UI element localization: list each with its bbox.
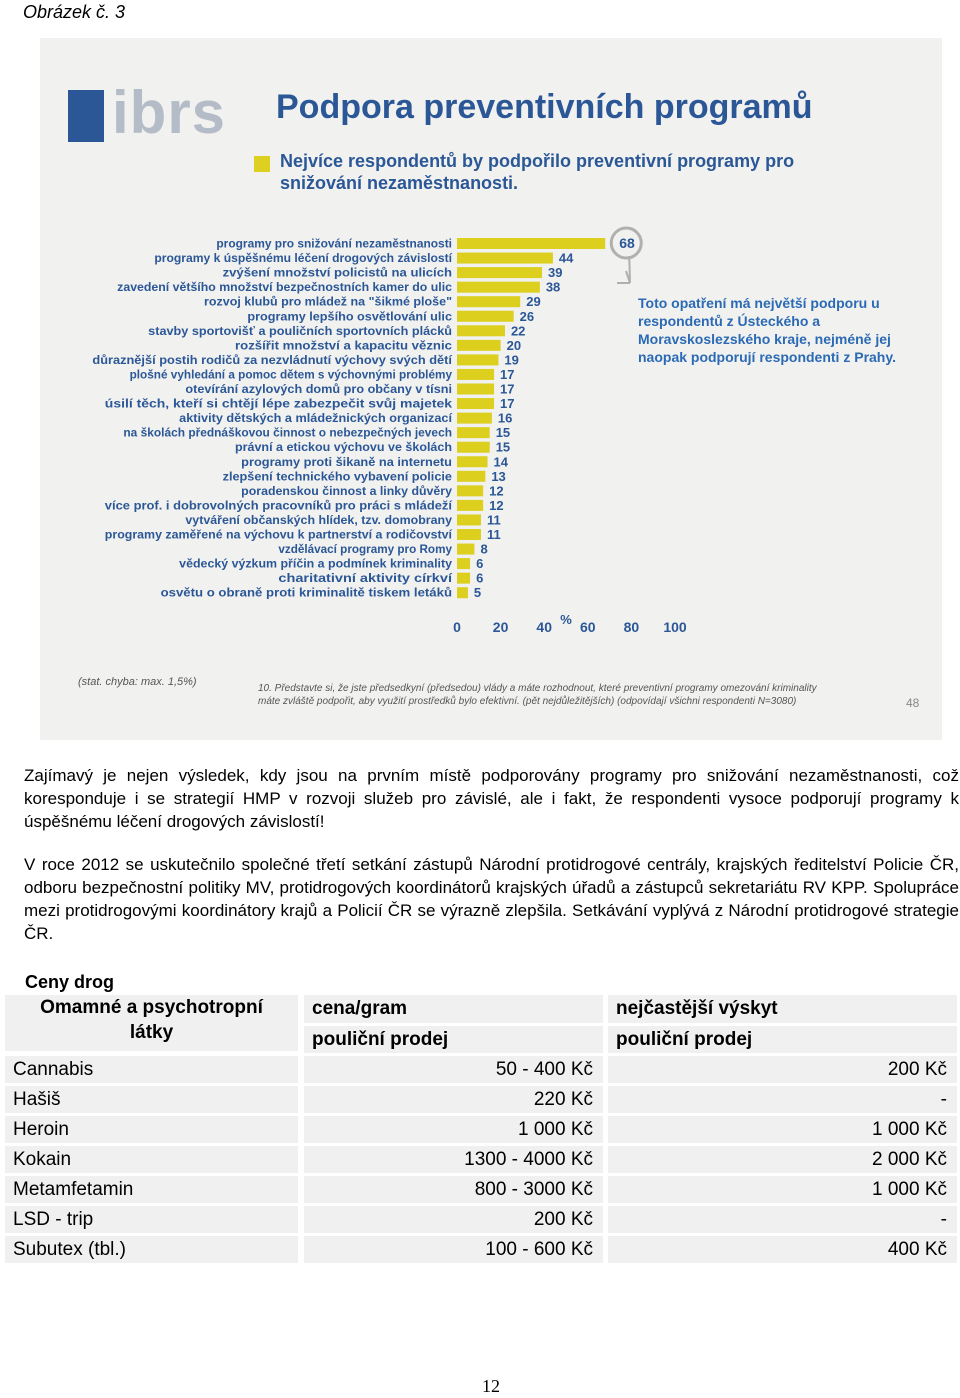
data-label: 5 (473, 585, 482, 601)
category-label: aktivity dětských a mládežnických organizací (179, 411, 453, 426)
data-label: 44 (558, 250, 574, 266)
category-label: vzdělávací programy pro Romy (278, 542, 453, 557)
chart-bar (457, 500, 483, 511)
chart-bar (457, 514, 481, 525)
cell-common: 1 000 Kč (608, 1176, 957, 1203)
category-label: otevírání azylových domů pro občany v tísni (185, 382, 453, 396)
bar-chart (40, 38, 942, 740)
cell-substance: Hašiš (5, 1086, 298, 1113)
drug-prices-table (5, 995, 957, 1295)
arrow-head-icon (617, 271, 630, 283)
x-tick-label: 100 (663, 618, 687, 635)
data-label: 29 (526, 294, 541, 310)
data-label: 14 (493, 454, 508, 470)
cell-substance: Metamfetamin (5, 1176, 298, 1203)
logo-text: ibrs (112, 79, 227, 146)
cell-price: 800 - 3000 Kč (304, 1176, 603, 1203)
category-label: vědecký výzkum příčin a podmínek kriminality (179, 556, 453, 571)
chart-bar (457, 413, 492, 424)
cell-substance: Cannabis (5, 1056, 298, 1083)
chart-bar (457, 573, 470, 584)
category-label: stavby sportovišť a pouličních sportovních plácků (148, 323, 452, 338)
data-label: 11 (486, 527, 501, 542)
category-label: programy lepšího osvětlování ulic (247, 309, 453, 324)
category-label: úsilí těch, kteří si chtějí lépe zabezpečit svůj majetek (104, 396, 453, 411)
data-label: 39 (548, 265, 563, 281)
cell-common: 200 Kč (608, 1056, 957, 1083)
chart-bar (457, 587, 468, 598)
data-label: 26 (519, 308, 535, 324)
chart-bar (457, 267, 542, 278)
category-label: právní a etickou výchovu ve školách (235, 440, 452, 455)
cell-common: 400 Kč (608, 1236, 957, 1263)
chart-bar (457, 398, 494, 409)
chart-bar (457, 311, 514, 322)
cell-common: - (608, 1206, 957, 1233)
chart-bar (457, 369, 494, 380)
x-tick-label: 80 (623, 618, 640, 635)
category-label: poradenskou činnost a linky důvěry (241, 483, 453, 498)
data-label: 6 (476, 556, 484, 572)
x-tick-label: 20 (492, 618, 509, 635)
header-common-sub: pouliční prodej (608, 1026, 957, 1053)
category-label: rozšířit množství a kapacitu věznic (235, 338, 453, 353)
slide-note: Toto opatření má největší podporu u respondentů z Ústeckého a Moravskoslezského kraje, nejméně jej naopak podporují respondenti z Prahy. (638, 295, 896, 365)
data-label: 15 (495, 439, 511, 455)
chart-bar (457, 253, 553, 264)
header-price-sub: pouliční prodej (304, 1026, 603, 1053)
data-label: 12 (489, 497, 504, 513)
data-label: 68 (619, 235, 635, 251)
category-label: zvýšení množství policistů na ulicích (222, 265, 452, 280)
data-label: 17 (500, 366, 515, 382)
chart-bar (457, 456, 488, 467)
data-label: 17 (500, 396, 515, 412)
cell-price: 50 - 400 Kč (304, 1056, 603, 1083)
category-label: programy k úspěšnému léčení drogových závislostí (154, 251, 453, 266)
header-substances: Omamné a psychotropní látky (5, 995, 298, 1051)
chart-bar (457, 485, 483, 496)
slide-title: Podpora preventivních programů (276, 88, 813, 126)
category-label: vytváření občanských hlídek, tzv. domobrany (185, 512, 453, 527)
x-tick-label: 40 (536, 618, 552, 635)
chart-bar (457, 296, 520, 307)
paragraph-2: V roce 2012 se uskutečnilo společné třetí setkání zástupů Národní protidrogové centrály, krajských ředitelství Policie ČR, odboru bezpečnostní politiky MV, protidrogových koordinátorů krajských úřadů a zástupců sekretariátu RV KPP. Spolupráce mezi protidrogovými koordinátory krajů a Policií ČR se výrazně zlepšila. Setkávání vyplývá z Národní protidrogové strategie ČR. (24, 855, 959, 943)
category-label: na školách přednáškovou činnost o nebezpečných jevech (123, 425, 453, 440)
cell-common: 1 000 Kč (608, 1116, 957, 1143)
category-label: charitativní aktivity církví (278, 571, 453, 586)
paragraph-1: Zajímavý je nejen výsledek, kdy jsou na prvním místě podporovány programy pro snižování nezaměstnanosti, což koresponduje i se strategií HMP v rozvoji služeb pro závislé, ale i fakt, že respondenti vysoce podporují programy k úspěšnému léčení drogových závislostí! (24, 766, 959, 831)
cell-price: 100 - 600 Kč (304, 1236, 603, 1263)
data-label: 20 (506, 337, 522, 353)
stat-error-note: (stat. chyba: max. 1,5%) (78, 676, 197, 688)
chart-bar (457, 544, 474, 555)
cell-common: - (608, 1086, 957, 1113)
survey-slide (40, 38, 942, 740)
x-axis-label: % (560, 611, 572, 627)
category-label: programy proti šikaně na internetu (241, 454, 452, 469)
data-label: 38 (545, 279, 561, 295)
chart-bar (457, 384, 494, 395)
chart-bar (457, 442, 490, 453)
chart-bar (457, 354, 498, 365)
chart-bar (457, 558, 470, 569)
data-label: 12 (489, 483, 504, 499)
chart-bar (457, 282, 540, 293)
data-label: 11 (486, 512, 501, 528)
category-label: programy pro snižování nezaměstnanosti (216, 236, 453, 251)
category-label: více prof. i dobrovolných pracovníků pro práci s mládeží (104, 498, 453, 513)
section-title: Ceny drog (25, 972, 115, 992)
page-number: 12 (482, 1376, 500, 1396)
data-label: 8 (480, 541, 488, 557)
figure-caption: Obrázek č. 3 (23, 2, 126, 22)
slide-number: 48 (906, 696, 920, 710)
cell-substance: Subutex (tbl.) (5, 1236, 298, 1263)
chart-bar (457, 325, 505, 336)
slide-subtitle: Nejvíce respondentů by podpořilo preventivní programy pro snižování nezaměstnanosti. (280, 151, 795, 193)
cell-price: 1300 - 4000 Kč (304, 1146, 603, 1173)
chart-bar (457, 529, 481, 540)
data-label: 6 (476, 570, 484, 586)
cell-price: 1 000 Kč (304, 1116, 603, 1143)
cell-common: 2 000 Kč (608, 1146, 957, 1173)
data-label: 19 (504, 352, 519, 368)
chart-bar (457, 340, 501, 351)
category-label: osvětu o obraně proti kriminalitě tiskem letáků (160, 585, 452, 600)
data-label: 13 (491, 468, 506, 484)
cell-substance: Heroin (5, 1116, 298, 1143)
x-tick-label: 60 (580, 618, 596, 635)
data-label: 17 (500, 381, 515, 397)
chart-bar (457, 427, 490, 438)
header-price: cena/gram (304, 995, 603, 1023)
chart-bar (457, 471, 485, 482)
cell-price: 200 Kč (304, 1206, 603, 1233)
category-label: zavedení většího množství bezpečnostních kamer do ulic (117, 280, 453, 295)
category-label: programy zaměřené na výchovu k partnerství a rodičovství (104, 527, 453, 542)
header-common: nejčastější výskyt (608, 995, 957, 1023)
chart-bar (457, 238, 605, 249)
x-tick-label: 0 (453, 618, 461, 635)
category-label: plošné vyhledání a pomoc dětem s výchovnými problémy (129, 367, 453, 382)
question-footnote: 10. Představte si, že jste předsedkyní (předsedou) vlády a máte rozhodnout, které preventivní programy omezování kriminality máte zvláště podpořit, aby využití prostředků bylo efektivní. (pět nejdůležitějších) (odpovídají všichni respondenti N=3080) (258, 683, 817, 707)
cell-substance: Kokain (5, 1146, 298, 1173)
cell-substance: LSD - trip (5, 1206, 298, 1233)
category-label: rozvoj klubů pro mládež na "šikmé ploše" (204, 294, 452, 309)
cell-price: 220 Kč (304, 1086, 603, 1113)
category-label: důraznější postih rodičů za nezvládnutí výchovy svých dětí (92, 352, 453, 367)
category-label: zlepšení technického vybavení policie (222, 469, 453, 484)
data-label: 16 (497, 410, 513, 426)
data-label: 15 (495, 425, 511, 441)
data-label: 22 (510, 323, 526, 339)
